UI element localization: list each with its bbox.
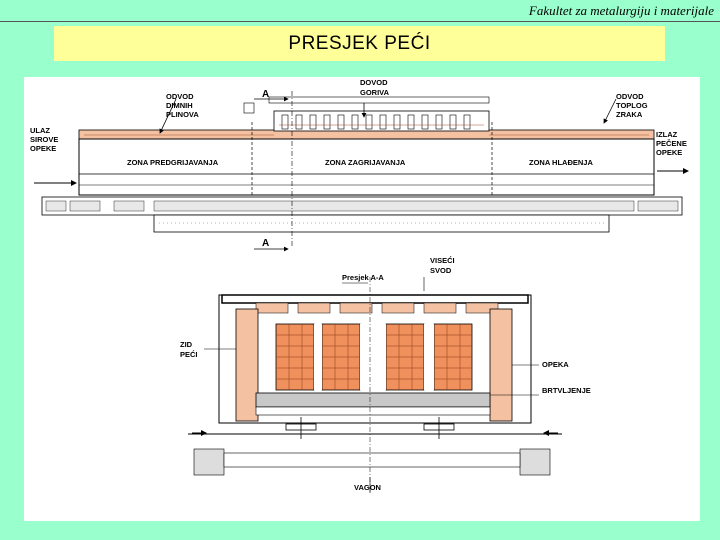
hot-air-arrow — [604, 99, 616, 123]
slide-title: PRESJEK PEĆI — [54, 26, 665, 61]
label-izlaz-pecene-opeke: IZLAZ PEČENE OPEKE — [656, 130, 687, 157]
section-mark-bottom: A — [262, 238, 270, 249]
furnace-diagram-panel — [24, 77, 700, 521]
label-vagon: VAGON — [354, 483, 381, 492]
brick-stacks — [276, 324, 472, 390]
left-wall — [236, 309, 258, 421]
label-zona-predgrijavanja: ZONA PREDGRIJAVANJA — [127, 158, 219, 167]
ground-left — [194, 449, 224, 475]
label-odvod-toplog-zraka: ODVOD TOPLOG ZRAKA — [616, 92, 648, 119]
label-brtvljenje: BRTVLJENJE — [542, 386, 591, 395]
label-ulaz-sirove-opeke: ULAZ SIROVE OPEKE — [30, 126, 59, 153]
label-zid-peci: ZID PEĆI — [180, 340, 198, 359]
label-presjek: Presjek A-A — [342, 273, 384, 282]
right-wall — [490, 309, 512, 421]
section-mark-top: A — [262, 89, 270, 100]
label-opeka: OPEKA — [542, 360, 569, 369]
ground-slab — [224, 453, 520, 467]
longitudinal-section — [30, 78, 689, 249]
car-deck — [256, 393, 490, 407]
label-zona-zagrijavanja: ZONA ZAGRIJAVANJA — [325, 158, 406, 167]
raised-roof — [274, 111, 489, 131]
foundation — [154, 215, 609, 232]
label-dovod-goriva: DOVOD GORIVA — [360, 78, 390, 97]
track-cars — [46, 201, 678, 211]
cross-section — [180, 256, 591, 493]
hanging-roof — [222, 295, 528, 303]
header-divider — [0, 21, 720, 22]
slide-header-text: Fakultet za metalurgiju i materijale — [528, 3, 714, 18]
furnace-diagram — [24, 77, 700, 521]
label-viseci-svod: VISEĆI SVOD — [430, 256, 455, 275]
kiln-channel — [79, 139, 654, 195]
label-odvod-dimnih-plinova: ODVOD DIMNIH PLINOVA — [166, 92, 199, 119]
ground-right — [520, 449, 550, 475]
label-zona-hladenja: ZONA HLAĐENJA — [529, 158, 593, 167]
